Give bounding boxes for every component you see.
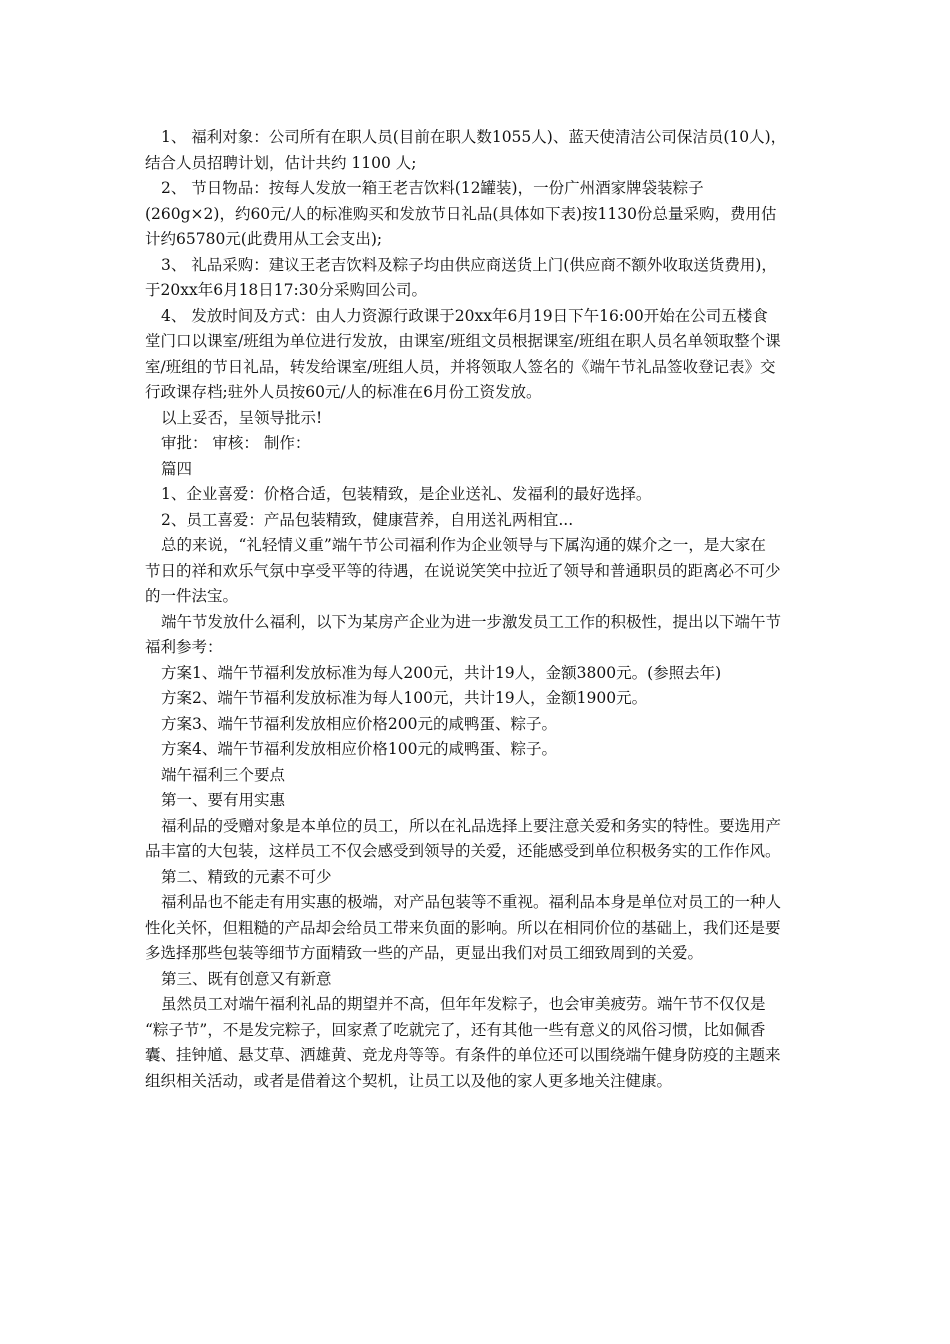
text-line: 方案2、端午节福利发放标准为每人100元，共计19人，金额1900元。 (161, 689, 648, 707)
text-line: 的一件法宝。 (145, 587, 239, 605)
text-line: 1、 福利对象：公司所有在职人员(目前在职人数1055人)、蓝天使清洁公司保洁员(10人)， (161, 128, 787, 146)
text-line: 结合人员招聘计划，估计共约 1100 人; (145, 153, 417, 172)
text-line: 堂门口以课室/班组为单位进行发放，由课室/班组文员根据课室/班组在职人员名单领取整个课 (145, 332, 781, 350)
text-line: 室/班组的节日礼品，转发给课室/班组人员，并将领取人签名的《端午节礼品签收登记表》交 (145, 357, 776, 376)
text-line: 端午福利三个要点 (161, 765, 286, 784)
text-line: 福利品的受赠对象是本单位的员工，所以在礼品选择上要注意关爱和务实的特性。要选用产 (161, 816, 782, 835)
text-line: 品丰富的大包装，这样员工不仅会感受到领导的关爱，还能感受到单位积极务实的工作作风。 (145, 842, 781, 860)
text-line: 第一、要有用实惠 (161, 791, 286, 809)
document-body (145, 125, 805, 1094)
text-line: 以上妥否，呈领导批示! (161, 408, 323, 427)
text-line: 方案1、端午节福利发放标准为每人200元，共计19人，金额3800元。(参照去年) (161, 663, 722, 682)
text-line: 方案4、端午节福利发放相应价格100元的咸鸭蛋、粽子。 (161, 740, 557, 758)
text-line: 行政课存档;驻外人员按60元/人的标准在6月份工资发放。 (145, 383, 542, 401)
text-line: 多选择那些包装等细节方面精致一些的产品，更显出我们对员工细致周到的关爱。 (145, 944, 704, 962)
text-line: 虽然员工对端午福利礼品的期望并不高，但年年发粽子，也会审美疲劳。端午节不仅仅是 (161, 995, 766, 1013)
text-line: “粽子节”，不是发完粽子，回家煮了吃就完了，还有其他一些有意义的风俗习惯，比如佩香 (145, 1020, 766, 1039)
text-line: (260g×2)，约60元/人的标准购买和发放节日礼品(具体如下表)按1130份总量采购，费用估 (145, 204, 777, 223)
text-line: 端午节发放什么福利，以下为某房产企业为进一步激发员工工作的积极性，提出以下端午节 (161, 612, 782, 631)
text-line: 1、企业喜爱：价格合适，包装精致，是企业送礼、发福利的最好选择。 (161, 485, 652, 503)
text-line: 福利参考： (145, 638, 223, 656)
text-line: 于20xx年6月18日17:30分采购回公司。 (145, 281, 427, 299)
text-line: 性化关怀，但粗糙的产品却会给员工带来负面的影响。所以在相同价位的基础上，我们还是要 (145, 918, 781, 937)
text-line: 节日的祥和欢乐气氛中享受平等的待遇，在说说笑笑中拉近了领导和普通职员的距离必不可少 (145, 561, 781, 580)
text-line: 篇四 (161, 459, 193, 478)
text-line: 囊、挂钟馗、悬艾草、洒雄黄、竞龙舟等等。有条件的单位还可以围绕端午健身防疫的主题来 (145, 1046, 781, 1064)
text-line: 总的来说，“礼轻情义重”端午节公司福利作为企业领导与下属沟通的媒介之一，是大家在 (161, 536, 766, 554)
text-line: 第二、精致的元素不可少 (161, 867, 332, 886)
text-line: 第三、既有创意又有新意 (161, 969, 332, 988)
text-line: 福利品也不能走有用实惠的极端，对产品包装等不重视。福利品本身是单位对员工的一种人 (161, 893, 782, 911)
text-line: 2、 节日物品：按每人发放一箱王老吉饮料(12罐装)，一份广州酒家牌袋装粽子 (161, 179, 704, 197)
text-line: 2、员工喜爱：产品包装精致，健康营养，自用送礼两相宜... (161, 510, 574, 529)
text-line: 计约65780元(此费用从工会支出); (145, 230, 383, 248)
text-line: 组织相关活动，或者是借着这个契机，让员工以及他的家人更多地关注健康。 (145, 1071, 673, 1090)
text-line: 3、 礼品采购：建议王老吉饮料及粽子均由供应商送货上门(供应商不额外收取送货费用)， (161, 255, 777, 274)
text-line: 4、 发放时间及方式：由人力资源行政课于20xx年6月19日下午16:00开始在公司五楼食 (161, 306, 768, 325)
text-line: 方案3、端午节福利发放相应价格200元的咸鸭蛋、粽子。 (161, 714, 557, 733)
text-line: 审批： 审核： 制作： (161, 434, 311, 452)
